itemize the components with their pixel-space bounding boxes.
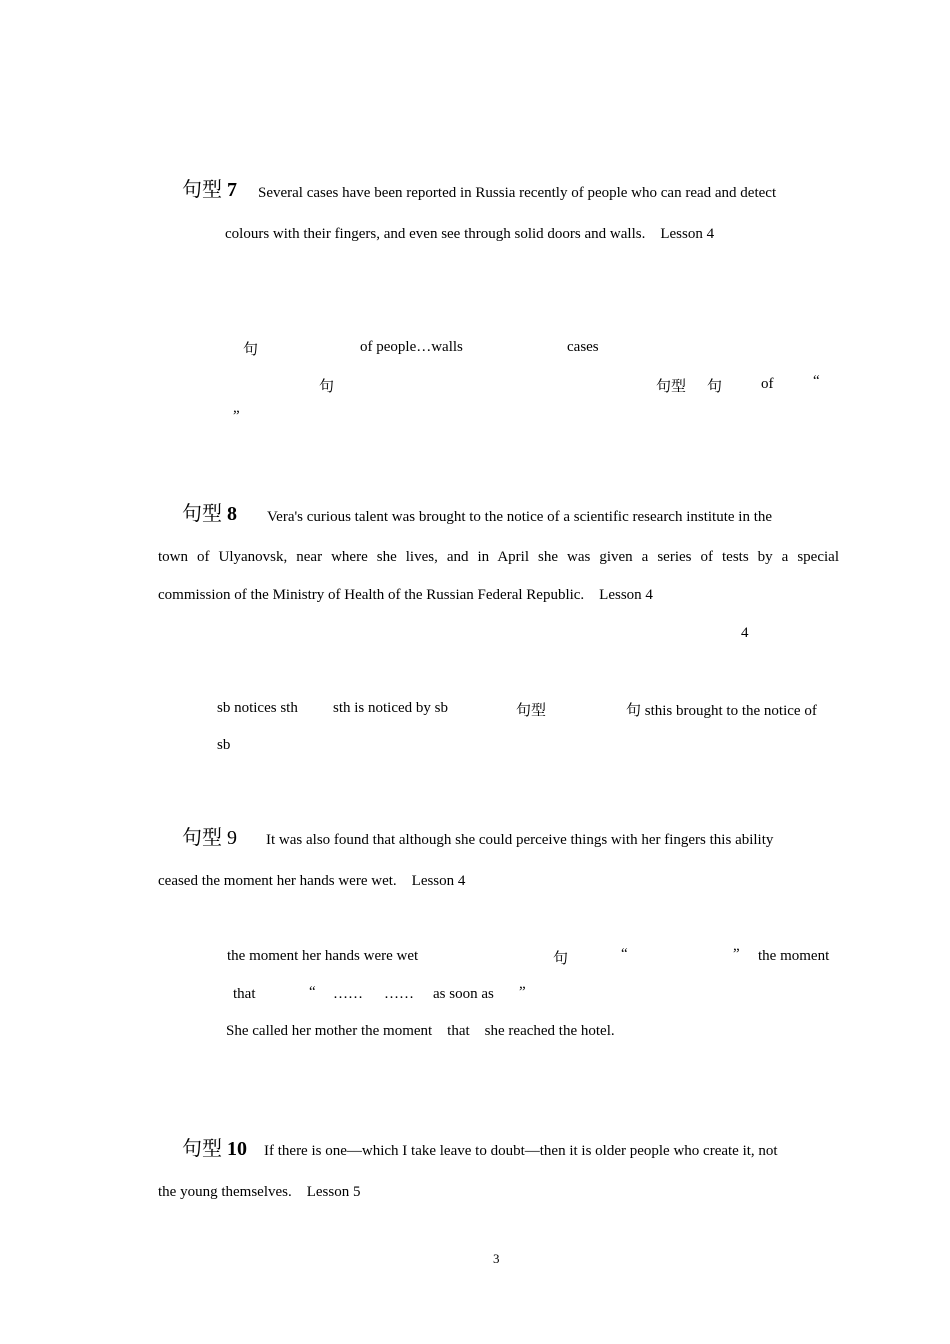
section-9-line-2: ceased the moment her hands were wet. Lesson 4 xyxy=(158,873,466,889)
section-9-note: …… xyxy=(384,986,414,1002)
section-9-note: that xyxy=(233,986,256,1002)
section-9-note: “ xyxy=(309,984,316,1000)
section-9-note: …… xyxy=(333,986,363,1002)
section-8-note: 句型 xyxy=(516,703,547,719)
section-10-line-1: If there is one—which I take leave to doubt—then it is older people who create it, not xyxy=(264,1143,778,1159)
section-8-number: 8 xyxy=(227,503,237,525)
section-7-note: of xyxy=(761,376,774,392)
section-8-heading xyxy=(182,497,237,526)
section-7-number: 7 xyxy=(227,179,237,201)
section-9-note: as soon as xyxy=(433,986,494,1002)
section-7-line-2: colours with their fingers, and even see through solid doors and walls. Lesson 4 xyxy=(225,226,715,242)
section-8-note: 4 xyxy=(741,625,749,641)
section-7-note: 句型 xyxy=(656,379,687,395)
section-9-note: the moment xyxy=(758,948,830,964)
section-9-note: ” xyxy=(733,946,740,962)
section-8-line-2: town of Ulyanovsk, near where she lives, and in April she was given a series of tests by a special xyxy=(158,549,839,565)
section-8-line-3: commission of the Ministry of Health of the Russian Federal Republic. Lesson 4 xyxy=(158,587,653,603)
section-7-note: “ xyxy=(813,373,820,389)
section-8-line-1: Vera's curious talent was brought to the notice of a scientific research institute in the xyxy=(267,509,773,525)
section-9-note: ” xyxy=(519,984,526,1000)
section-7-label: 句型 xyxy=(182,179,222,201)
section-7-note: ” xyxy=(233,408,240,424)
page-number: 3 xyxy=(493,1251,500,1266)
section-9-note: the moment her hands were wet xyxy=(227,948,419,964)
section-7-note: 句 xyxy=(707,379,723,395)
section-7-note: cases xyxy=(567,339,599,355)
section-9-note: 句 xyxy=(553,951,569,967)
section-7-note: 句 xyxy=(243,342,259,358)
section-9-note: “ xyxy=(621,946,628,962)
section-9-line-1: It was also found that although she could perceive things with her fingers this ability xyxy=(266,832,774,848)
section-9-label: 句型 xyxy=(182,827,222,849)
section-7-line-1: Several cases have been reported in Russia recently of people who can read and detect xyxy=(258,185,777,201)
section-8-note: 句 sthis brought to the notice of xyxy=(626,703,817,719)
section-8-note: sb notices sth xyxy=(217,700,298,716)
section-10-label: 句型 xyxy=(182,1138,222,1160)
section-8-note: sth is noticed by sb xyxy=(333,700,448,716)
section-8-label: 句型 xyxy=(182,503,222,525)
section-10-line-2: the young themselves. Lesson 5 xyxy=(158,1184,361,1200)
section-9-heading xyxy=(182,821,237,850)
section-9-example: She called her mother the moment that she reached the hotel. xyxy=(226,1023,615,1039)
section-9-number: 9 xyxy=(227,827,237,849)
section-8-note: sb xyxy=(217,737,231,753)
section-10-number: 10 xyxy=(227,1138,247,1160)
section-7-note: 句 xyxy=(319,379,335,395)
section-7-heading xyxy=(182,173,237,202)
section-10-heading xyxy=(182,1132,247,1161)
section-7-note: of people…walls xyxy=(360,339,463,355)
